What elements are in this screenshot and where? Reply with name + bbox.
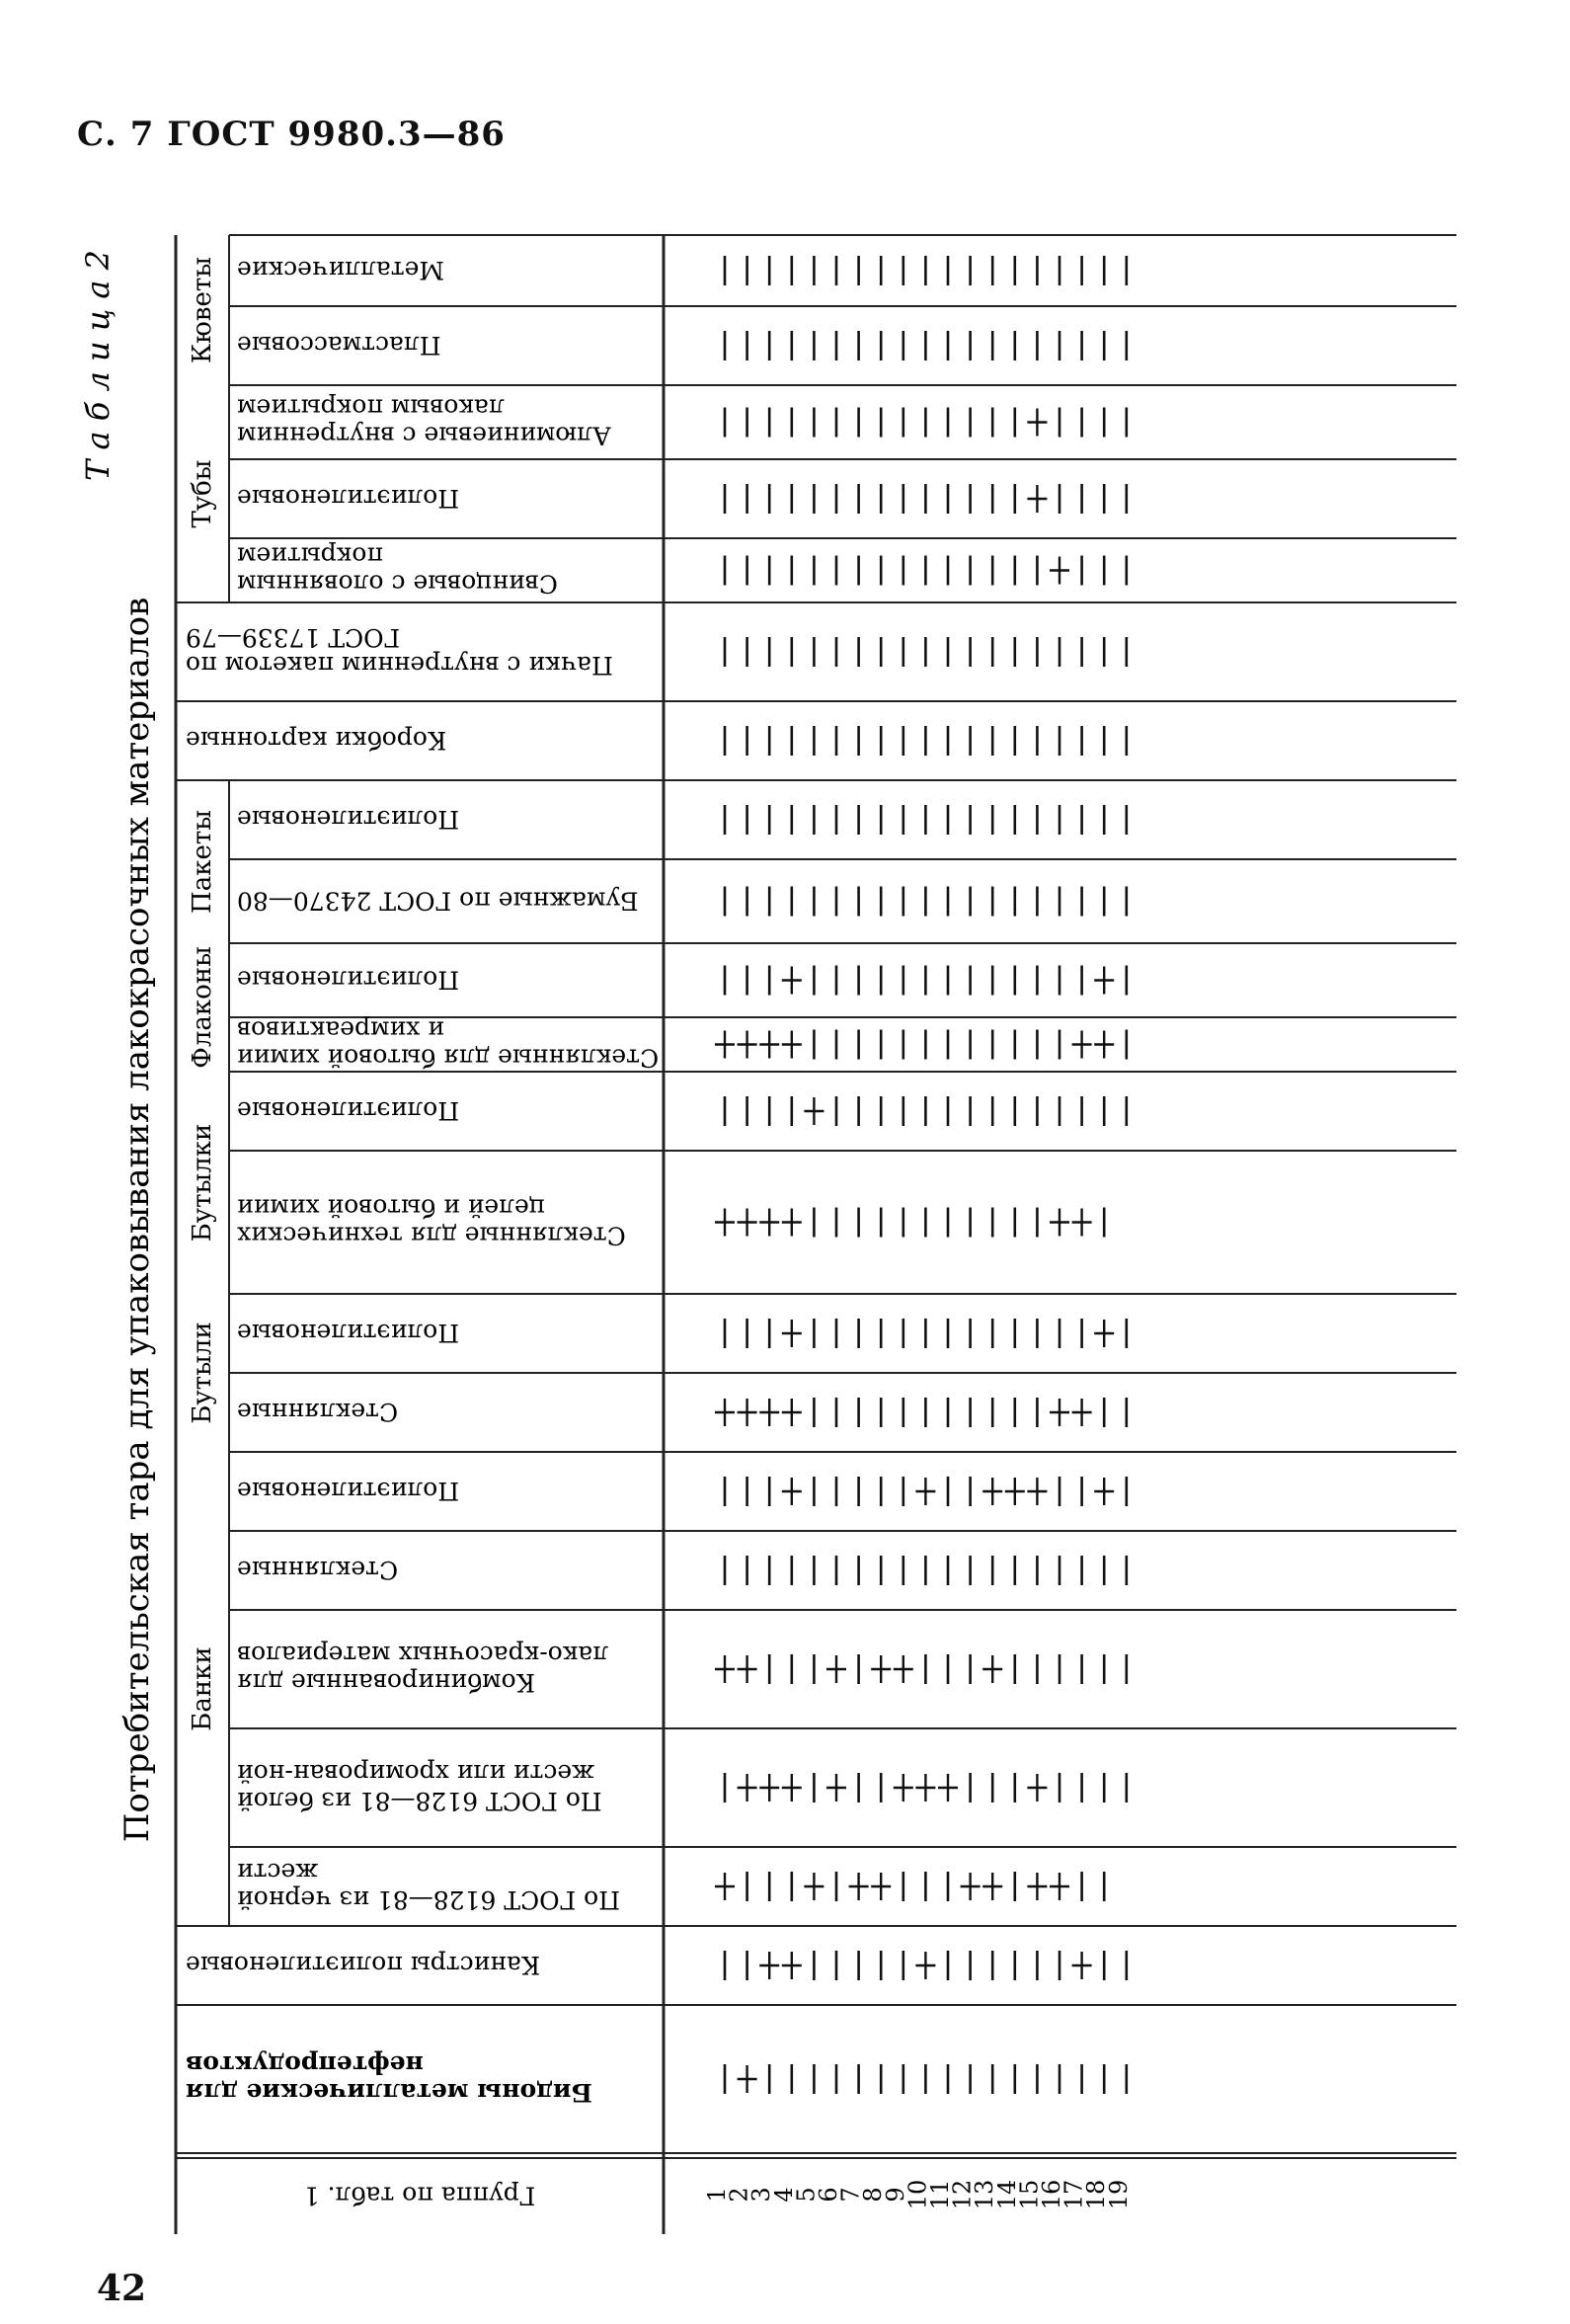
category-label: Пакеты (188, 810, 217, 914)
column-label-line: Комбинированные для (237, 1668, 535, 1697)
category-label: Банки (188, 1646, 217, 1731)
column-label-line: нефтепродуктов (186, 2050, 424, 2079)
column-label (237, 1477, 459, 1505)
page-header: С. 7 ГОСТ 9980.3—86 (77, 115, 506, 154)
column-label-line: Свинцовые с оловянным (237, 569, 558, 599)
column-label-line: и химреактивов (237, 1015, 444, 1045)
column-label-line: Полиэтиленовые (237, 1477, 460, 1505)
group-number: 16 (1038, 2179, 1065, 2210)
column-label (237, 331, 441, 360)
column-label-line: Стеклянные для бытовой химии (237, 1043, 660, 1073)
table-title: Потребительская тара для упаковывания лакокрасочных материалов (118, 597, 157, 1843)
column-label (237, 1194, 626, 1250)
column-label-line: покрытием (237, 541, 383, 571)
table-text (79, 250, 1133, 2209)
column-label (237, 484, 459, 513)
group-number: 15 (1015, 2179, 1044, 2210)
category-label: Бутыли (188, 1322, 217, 1424)
column-label-line: Пластмассовые (237, 331, 441, 360)
column-label-line: целей и бытовой химии (237, 1193, 545, 1223)
column-label (237, 1398, 398, 1426)
column-label (237, 256, 444, 284)
category-label: Тубы (188, 459, 217, 528)
group-number: 10 (903, 2179, 932, 2210)
column-label-line: Полиэтиленовые (237, 965, 460, 995)
column-label (186, 623, 613, 680)
column-label-line: жести или хромирован-ной (237, 1759, 595, 1788)
category-label: Кюветы (188, 257, 217, 363)
column-label (237, 805, 459, 834)
group-number: 9 (881, 2187, 909, 2203)
table-marks (715, 256, 1127, 2094)
column-label-line: Пачки с внутренним пакетом по (186, 651, 613, 680)
column-label-line: лаковым покрытием (237, 393, 505, 423)
column-label-line: Стеклянные для технических (237, 1221, 626, 1250)
column-label-line: Бидоны металлические для (186, 2078, 592, 2107)
group-number: 18 (1082, 2179, 1111, 2210)
column-label-line: ГОСТ 17339—79 (186, 623, 401, 652)
column-label-line: жести (237, 1858, 319, 1886)
group-number: 19 (1104, 2179, 1133, 2210)
column-label (237, 1096, 459, 1125)
column-label (186, 2050, 592, 2107)
column-label-line: Полиэтиленовые (237, 805, 460, 834)
column-label-line: Металлические (237, 256, 444, 284)
column-label (237, 1556, 398, 1584)
column-label-line: лако-красочных материалов (237, 1641, 609, 1669)
column-label (186, 726, 446, 755)
group-number: 6 (815, 2187, 842, 2203)
group-number: 5 (792, 2187, 821, 2203)
group-number: 11 (926, 2179, 954, 2210)
group-number: 3 (747, 2187, 776, 2203)
category-label: Бутылки (188, 1123, 217, 1242)
column-label-line: Канистры полиэтиленовые (186, 1951, 541, 1979)
column-label-line: По ГОСТ 6128—81 из черной (237, 1885, 620, 1914)
group-number: 7 (836, 2187, 865, 2203)
group-number: 8 (859, 2187, 888, 2203)
column-label (237, 1759, 602, 1815)
group-column-header: Группа по табл. 1 (303, 2181, 536, 2210)
column-label-line: По ГОСТ 6128—81 из белой (237, 1787, 602, 1815)
column-label-line: Полиэтиленовые (237, 1096, 460, 1125)
group-number: 12 (948, 2179, 977, 2210)
column-label (237, 1319, 459, 1347)
column-label (237, 542, 558, 599)
group-number: 17 (1060, 2179, 1088, 2210)
column-label (237, 1016, 659, 1073)
category-label: Флаконы (188, 946, 217, 1069)
column-label (237, 1858, 620, 1914)
group-number: 2 (725, 2187, 753, 2203)
column-label (237, 394, 611, 450)
group-number: 1 (703, 2187, 731, 2203)
column-label-line: Коробки картонные (186, 726, 447, 755)
column-label-line: Алюминиевые с внутренним (237, 421, 611, 450)
group-number: 13 (971, 2179, 999, 2210)
column-label (237, 1641, 608, 1697)
column-label (237, 887, 639, 916)
table-label: Т а б л и ц а 2 (79, 250, 117, 481)
page-number: 42 (97, 2268, 147, 2309)
group-number: 4 (769, 2187, 798, 2203)
column-label (186, 1951, 540, 1979)
column-label-line: Полиэтиленовые (237, 1319, 460, 1347)
column-label-line: Полиэтиленовые (237, 484, 460, 513)
column-label-line: Стеклянные (237, 1398, 399, 1426)
column-label-line: Бумажные по ГОСТ 24370—80 (237, 886, 639, 916)
column-label (237, 966, 459, 995)
column-label-line: Стеклянные (237, 1556, 399, 1584)
group-number: 14 (992, 2179, 1021, 2210)
